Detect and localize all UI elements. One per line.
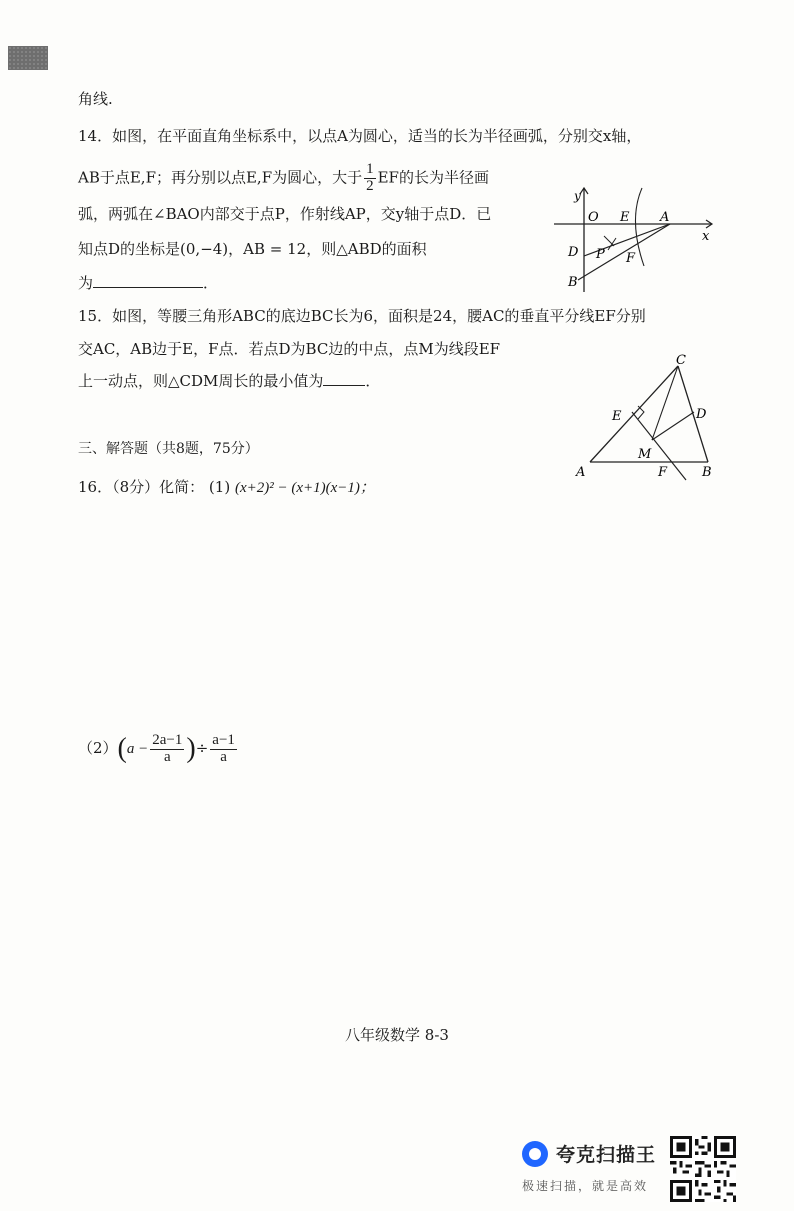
q16-fraction-2 — [210, 733, 237, 766]
label-x: x — [702, 229, 710, 244]
label-P: P — [596, 247, 605, 262]
q14-line2-text-b: EF的长为半径画 — [377, 168, 489, 187]
q16-part2-term: a − — [126, 741, 149, 757]
q14-line3: 弧，两弧在∠BAO内部交于点P，作射线AP，交y轴于点D．已 — [78, 205, 492, 223]
brand-name: 夸克扫描王 — [556, 1144, 657, 1166]
q16-part1 — [78, 476, 375, 499]
frac1-num: 2a−1 — [152, 731, 183, 748]
scanner-brand — [522, 1140, 656, 1167]
q14-line2-text-a: AB于点E,F；再分别以点E,F为圆心，大于 — [78, 168, 363, 187]
label-E: E — [620, 210, 630, 225]
q16-part2-label: （2） — [78, 739, 118, 757]
q15-text: 上一动点，则△CDM周长的最小值为 — [78, 372, 324, 390]
arc-EF — [635, 188, 644, 266]
qr-code-icon — [670, 1136, 736, 1202]
q14-line2 — [78, 162, 489, 195]
label-B: B — [568, 275, 578, 290]
quark-logo-icon — [522, 1141, 548, 1167]
q16-part1-label: (1) — [208, 478, 231, 496]
segment-MD — [652, 412, 694, 440]
q14-line4: 知点D的坐标是(0,−4)，AB = 12，则△ABD的面积 — [78, 240, 427, 258]
q15-line2: 交AC，AB边于E，F点．若点D为BC边的中点，点M为线段EF — [78, 340, 501, 358]
q15-line3 — [78, 370, 380, 392]
label-M: M — [638, 447, 652, 462]
divide-sign: ÷ — [195, 739, 209, 757]
q16-prefix: 16．（8分）化简： — [78, 478, 205, 496]
section-3-heading: 三、解答题（共8题，75分） — [78, 441, 259, 457]
q14-line1: 14．如图，在平面直角坐标系中，以点A为圆心，适当的长为半径画弧，分别交x轴， — [78, 127, 642, 145]
q14-frac-num: 1 — [366, 161, 374, 177]
q15-answer-blank[interactable] — [323, 371, 365, 386]
page-footer: 八年级数学 8-3 — [345, 1026, 449, 1044]
scan-corner-mark — [8, 46, 48, 70]
q14-fraction — [364, 162, 376, 195]
right-paren: ) — [186, 733, 196, 764]
q14-line5 — [78, 272, 218, 294]
label-D: D — [568, 245, 579, 260]
label-D: D — [696, 407, 707, 422]
segment-CM — [652, 366, 678, 440]
brand-slogan: 极速扫描，就是高效 — [522, 1179, 649, 1193]
label-F: F — [658, 465, 668, 480]
q14-figure — [548, 180, 718, 295]
q15-line1: 15．如图，等腰三角形ABC的底边BC长为6，面积是24，腰AC的垂直平分线EF分别 — [78, 307, 646, 325]
q14-answer-prefix: 为 — [78, 274, 94, 292]
left-paren: ( — [117, 733, 127, 764]
frac2-num: a−1 — [212, 731, 235, 748]
q16-fraction-1 — [150, 733, 184, 766]
q14-answer-blank[interactable] — [93, 273, 203, 288]
frac1-den: a — [163, 748, 171, 765]
label-C: C — [676, 353, 686, 368]
q16-part2 — [78, 728, 239, 769]
label-E: E — [612, 409, 622, 424]
q16-part1-expression: (x+2)² − (x+1)(x−1)； — [234, 480, 375, 496]
label-y: y — [574, 189, 581, 203]
label-O: O — [588, 210, 599, 225]
q15-figure — [570, 350, 720, 485]
q14-answer-suffix: ． — [203, 274, 219, 292]
q14-frac-den: 2 — [366, 177, 374, 194]
label-A: A — [576, 465, 586, 480]
q15-answer-suffix: ． — [365, 372, 381, 390]
label-A: A — [660, 210, 670, 225]
continuation-text: 角线. — [78, 90, 113, 108]
frac2-den: a — [220, 748, 227, 765]
label-B: B — [702, 465, 712, 480]
segment-AB — [578, 224, 670, 280]
label-F: F — [626, 251, 636, 266]
